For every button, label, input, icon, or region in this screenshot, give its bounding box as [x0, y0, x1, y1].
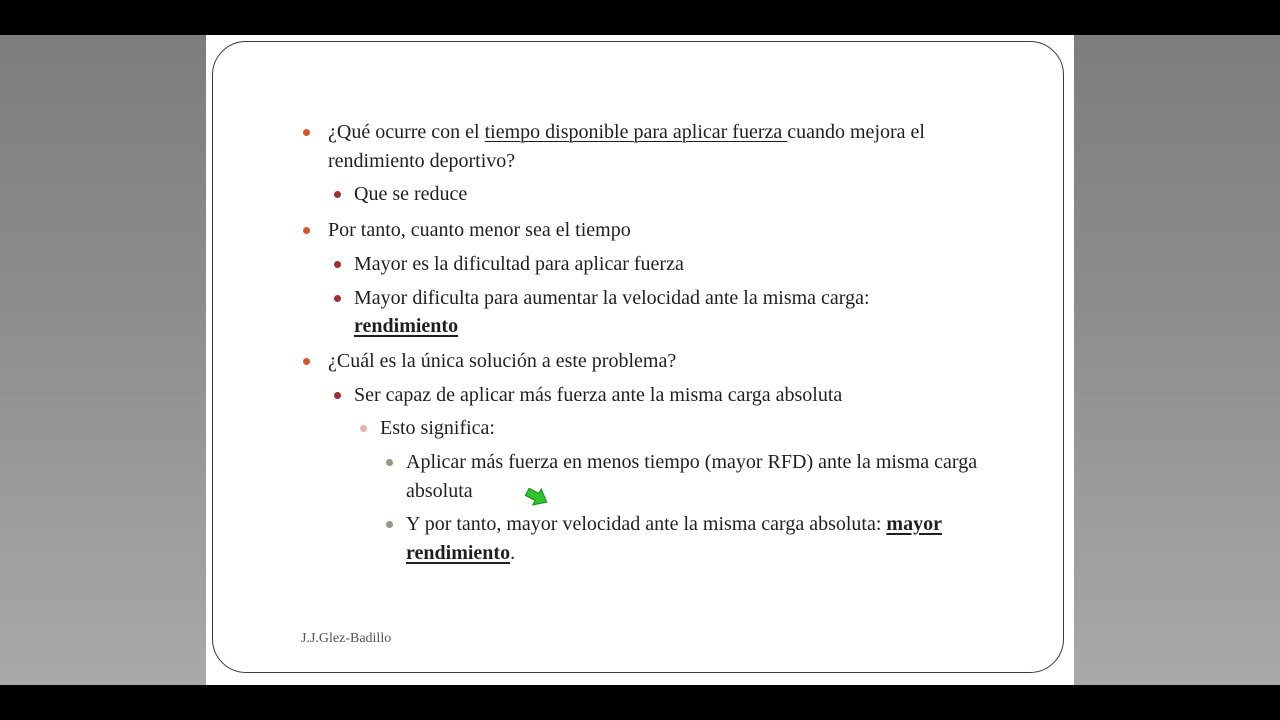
- question-3: ¿Cuál es la única solución a este problema?: [328, 350, 677, 372]
- question-3-sub-1: Ser capaz de aplicar más fuerza ante la misma carga absoluta: [354, 384, 843, 406]
- question-3-sub-4-line2: [406, 539, 515, 568]
- question-3-sub-4-end: .: [510, 542, 516, 564]
- bullet-level3: [360, 425, 367, 432]
- point-2: Por tanto, cuanto menor sea el tiempo: [328, 219, 631, 241]
- point-2-sub-1: Mayor es la dificultad para aplicar fuerza: [354, 253, 684, 275]
- green-arrow-pointer-icon: [524, 487, 550, 507]
- question-3-sub-3: Aplicar más fuerza en menos tiempo (mayor RFD) ante la misma carga: [406, 451, 978, 473]
- question-3-sub-4: [406, 510, 942, 539]
- bullet-level2: [334, 295, 341, 302]
- question-3-sub-3-line2: absoluta: [406, 480, 473, 502]
- question-1-answer: Que se reduce: [354, 183, 468, 205]
- bullet-level4: [386, 521, 393, 528]
- question-1-prefix: ¿Qué ocurre con el: [328, 121, 485, 143]
- slide: [206, 35, 1074, 685]
- question-3-sub-4-bold: mayor: [886, 513, 942, 535]
- question-1-suffix: cuando mejora el: [787, 121, 925, 143]
- author-footer: J.J.Glez-Badillo: [301, 631, 392, 646]
- bullet-level2: [334, 392, 341, 399]
- question-3-sub-2: Esto significa:: [380, 417, 495, 439]
- bullet-level2: [334, 191, 341, 198]
- bullet-level1: [303, 227, 310, 234]
- point-2-sub-2: Mayor dificulta para aumentar la velocidad ante la misma carga:: [354, 287, 870, 309]
- question-1-line2: rendimiento deportivo?: [328, 150, 516, 172]
- bullet-level4: [386, 459, 393, 466]
- bullet-level1: [303, 129, 310, 136]
- question-3-sub-4-prefix: Y por tanto, mayor velocidad ante la misma carga absoluta:: [406, 513, 887, 535]
- question-3-sub-4-bold-2: rendimiento: [406, 542, 511, 564]
- point-2-sub-2-bold: rendimiento: [354, 315, 459, 337]
- bullet-level1: [303, 358, 310, 365]
- question-1-underlined: tiempo disponible para aplicar fuerza: [484, 121, 788, 143]
- bullet-level2: [334, 261, 341, 268]
- question-1: [328, 118, 925, 147]
